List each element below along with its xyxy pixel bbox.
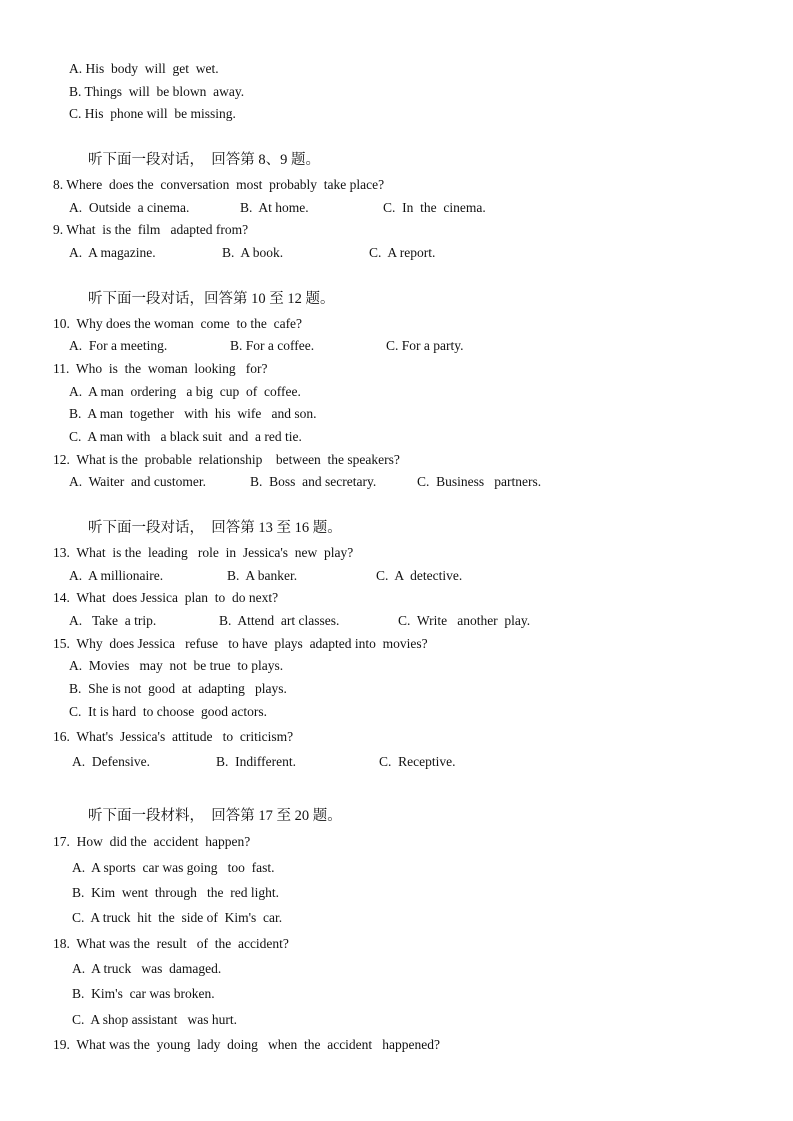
q12-option-c: C. Business partners. <box>417 474 542 489</box>
q15-option-b: B. She is not good at adapting plays. <box>69 681 287 696</box>
q18-stem: 18. What was the result of the accident? <box>53 936 289 951</box>
section-heading-4: 听下面一段材料， 回答第 17 至 20 题。 <box>88 808 342 824</box>
section-heading-3: 听下面一段对话， 回答第 13 至 16 题。 <box>88 520 342 536</box>
q18-option-a: A. A truck was damaged. <box>72 961 222 976</box>
q9-option-a: A. A magazine. <box>69 245 156 260</box>
q10-option-b: B. For a coffee. <box>230 338 315 353</box>
q10-option-a: A. For a meeting. <box>69 338 168 353</box>
q11-option-a: A. A man ordering a big cup of coffee. <box>69 384 301 399</box>
q13-option-a: A. A millionaire. <box>69 568 164 583</box>
q9-option-c: C. A report. <box>369 245 436 260</box>
q17-option-b: B. Kim went through the red light. <box>72 885 279 900</box>
q7-option-c: C. His phone will be missing. <box>69 106 236 121</box>
q14-option-c: C. Write another play. <box>398 613 531 628</box>
q12-option-b: B. Boss and secretary. <box>250 474 377 489</box>
q8-option-b: B. At home. <box>240 200 309 215</box>
section-heading-1: 听下面一段对话， 回答第 8、9 题。 <box>88 152 320 168</box>
q13-stem: 13. What is the leading role in Jessica's new play? <box>53 545 354 560</box>
q15-option-a: A. Movies may not be true to plays. <box>69 658 284 673</box>
q16-option-c: C. Receptive. <box>379 754 456 769</box>
q11-stem: 11. Who is the woman looking for? <box>53 361 268 376</box>
q9-stem: 9. What is the film adapted from? <box>53 222 249 237</box>
q7-option-a: A. His body will get wet. <box>69 61 219 76</box>
q16-stem: 16. What's Jessica's attitude to criticism? <box>53 729 294 744</box>
q19-stem: 19. What was the young lady doing when the accident happened? <box>53 1037 441 1052</box>
q7-option-b: B. Things will be blown away. <box>69 84 245 99</box>
q11-option-c: C. A man with a black suit and a red tie. <box>69 429 302 444</box>
q14-option-b: B. Attend art classes. <box>219 613 340 628</box>
q18-option-c: C. A shop assistant was hurt. <box>72 1012 238 1027</box>
q13-option-b: B. A banker. <box>227 568 298 583</box>
q10-stem: 10. Why does the woman come to the cafe? <box>53 316 303 331</box>
q8-option-c: C. In the cinema. <box>383 200 486 215</box>
q17-stem: 17. How did the accident happen? <box>53 834 251 849</box>
q16-option-a: A. Defensive. <box>72 754 150 769</box>
q18-option-b: B. Kim's car was broken. <box>72 986 215 1001</box>
q8-stem: 8. Where does the conversation most probably take place? <box>53 177 385 192</box>
q11-option-b: B. A man together with his wife and son. <box>69 406 317 421</box>
q14-stem: 14. What does Jessica plan to do next? <box>53 590 279 605</box>
q8-option-a: A. Outside a cinema. <box>69 200 190 215</box>
q15-stem: 15. Why does Jessica refuse to have plays adapted into movies? <box>53 636 428 651</box>
q10-option-c: C. For a party. <box>386 338 464 353</box>
q17-option-a: A. A sports car was going too fast. <box>72 860 275 875</box>
section-heading-2: 听下面一段对话，回答第 10 至 12 题。 <box>88 291 335 307</box>
q14-option-a: A. Take a trip. <box>69 613 157 628</box>
q9-option-b: B. A book. <box>222 245 284 260</box>
q15-option-c: C. It is hard to choose good actors. <box>69 704 267 719</box>
q12-stem: 12. What is the probable relationship between the speakers? <box>53 452 400 467</box>
q12-option-a: A. Waiter and customer. <box>69 474 207 489</box>
q17-option-c: C. A truck hit the side of Kim's car. <box>72 910 283 925</box>
q16-option-b: B. Indifferent. <box>216 754 296 769</box>
q13-option-c: C. A detective. <box>376 568 463 583</box>
